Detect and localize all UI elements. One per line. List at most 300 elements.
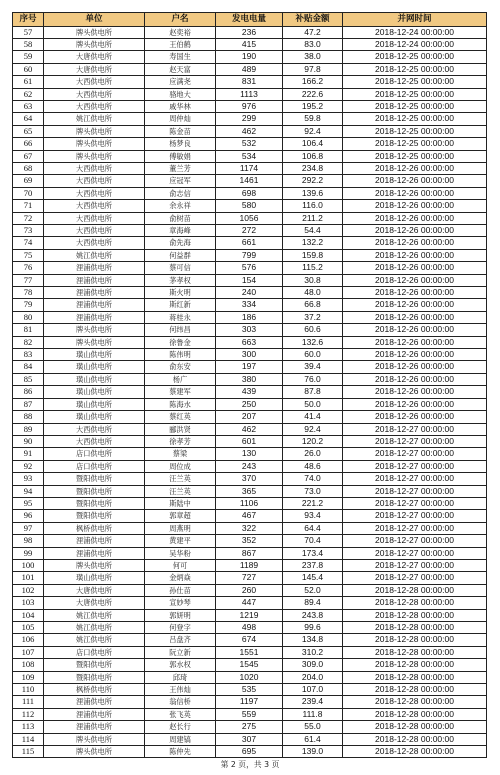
cell-grid-time: 2018-12-26 00:00:00 <box>343 299 487 311</box>
table-row <box>13 150 487 162</box>
cell-generation: 380 <box>216 373 283 385</box>
cell-unit: 暨阳供电所 <box>44 510 145 522</box>
cell-grid-time: 2018-12-28 00:00:00 <box>343 746 487 758</box>
header-grid-time: 并网时间 <box>343 13 487 27</box>
cell-seq: 60 <box>13 63 44 75</box>
cell-grid-time: 2018-12-25 00:00:00 <box>343 113 487 125</box>
cell-grid-time: 2018-12-28 00:00:00 <box>343 684 487 696</box>
cell-subsidy: 99.6 <box>283 622 343 634</box>
cell-grid-time: 2018-12-26 00:00:00 <box>343 274 487 286</box>
cell-subsidy: 139.6 <box>283 187 343 199</box>
cell-account-name: 何纬昌 <box>145 324 216 336</box>
table-row <box>13 510 487 522</box>
cell-subsidy: 309.0 <box>283 659 343 671</box>
cell-account-name: 郭章超 <box>145 510 216 522</box>
cell-subsidy: 76.0 <box>283 373 343 385</box>
cell-subsidy: 39.4 <box>283 361 343 373</box>
cell-seq: 65 <box>13 125 44 137</box>
cell-seq: 66 <box>13 138 44 150</box>
cell-unit: 姚江供电所 <box>44 113 145 125</box>
cell-unit: 璜山供电所 <box>44 398 145 410</box>
table-row <box>13 373 487 385</box>
cell-grid-time: 2018-12-28 00:00:00 <box>343 659 487 671</box>
cell-generation: 447 <box>216 597 283 609</box>
cell-grid-time: 2018-12-27 00:00:00 <box>343 473 487 485</box>
cell-generation: 831 <box>216 76 283 88</box>
cell-grid-time: 2018-12-28 00:00:00 <box>343 708 487 720</box>
cell-subsidy: 30.8 <box>283 274 343 286</box>
cell-unit: 牌头供电所 <box>44 559 145 571</box>
subsidy-table-sheet <box>12 12 486 758</box>
cell-generation: 976 <box>216 100 283 112</box>
cell-generation: 415 <box>216 38 283 50</box>
cell-subsidy: 59.8 <box>283 113 343 125</box>
cell-seq: 106 <box>13 634 44 646</box>
cell-generation: 867 <box>216 547 283 559</box>
cell-generation: 1551 <box>216 646 283 658</box>
table-row <box>13 572 487 584</box>
cell-seq: 97 <box>13 522 44 534</box>
cell-account-name: 寿国生 <box>145 51 216 63</box>
cell-grid-time: 2018-12-25 00:00:00 <box>343 100 487 112</box>
table-row <box>13 386 487 398</box>
cell-unit: 浬浦供电所 <box>44 299 145 311</box>
cell-grid-time: 2018-12-28 00:00:00 <box>343 584 487 596</box>
cell-account-name: 蔡建军 <box>145 386 216 398</box>
table-row <box>13 100 487 112</box>
cell-subsidy: 166.2 <box>283 76 343 88</box>
table-row <box>13 634 487 646</box>
cell-account-name: 赵奕裕 <box>145 26 216 38</box>
cell-unit: 暨阳供电所 <box>44 497 145 509</box>
cell-generation: 272 <box>216 225 283 237</box>
cell-grid-time: 2018-12-27 00:00:00 <box>343 572 487 584</box>
header-seq: 序号 <box>13 13 44 27</box>
cell-unit: 浬浦供电所 <box>44 547 145 559</box>
cell-unit: 牌头供电所 <box>44 336 145 348</box>
cell-grid-time: 2018-12-28 00:00:00 <box>343 671 487 683</box>
cell-account-name: 杨梦良 <box>145 138 216 150</box>
cell-seq: 102 <box>13 584 44 596</box>
table-row <box>13 609 487 621</box>
table-row <box>13 423 487 435</box>
table-row <box>13 646 487 658</box>
cell-generation: 275 <box>216 721 283 733</box>
cell-grid-time: 2018-12-25 00:00:00 <box>343 88 487 100</box>
table-row <box>13 63 487 75</box>
cell-seq: 101 <box>13 572 44 584</box>
table-row <box>13 51 487 63</box>
cell-generation: 236 <box>216 26 283 38</box>
cell-grid-time: 2018-12-26 00:00:00 <box>343 287 487 299</box>
cell-subsidy: 61.4 <box>283 733 343 745</box>
cell-seq: 94 <box>13 485 44 497</box>
cell-subsidy: 239.4 <box>283 696 343 708</box>
cell-subsidy: 73.0 <box>283 485 343 497</box>
cell-generation: 1056 <box>216 212 283 224</box>
cell-unit: 牌头供电所 <box>44 138 145 150</box>
cell-subsidy: 120.2 <box>283 435 343 447</box>
cell-seq: 62 <box>13 88 44 100</box>
cell-grid-time: 2018-12-26 00:00:00 <box>343 349 487 361</box>
cell-generation: 250 <box>216 398 283 410</box>
table-body <box>13 26 487 758</box>
cell-account-name: 翁信桥 <box>145 696 216 708</box>
table-row <box>13 76 487 88</box>
cell-generation: 1020 <box>216 671 283 683</box>
cell-grid-time: 2018-12-26 00:00:00 <box>343 187 487 199</box>
cell-generation: 190 <box>216 51 283 63</box>
table-row <box>13 497 487 509</box>
cell-account-name: 应满尧 <box>145 76 216 88</box>
table-row <box>13 287 487 299</box>
cell-account-name: 阮立新 <box>145 646 216 658</box>
cell-account-name: 茅孝权 <box>145 274 216 286</box>
cell-account-name: 吕盘齐 <box>145 634 216 646</box>
cell-unit: 大西供电所 <box>44 162 145 174</box>
cell-seq: 73 <box>13 225 44 237</box>
cell-account-name: 赵长行 <box>145 721 216 733</box>
cell-grid-time: 2018-12-26 00:00:00 <box>343 249 487 261</box>
cell-unit: 暨阳供电所 <box>44 671 145 683</box>
cell-subsidy: 48.0 <box>283 287 343 299</box>
cell-grid-time: 2018-12-24 00:00:00 <box>343 26 487 38</box>
cell-seq: 81 <box>13 324 44 336</box>
cell-account-name: 周燕明 <box>145 522 216 534</box>
cell-unit: 牌头供电所 <box>44 746 145 758</box>
cell-generation: 661 <box>216 237 283 249</box>
cell-account-name: 郦洪贤 <box>145 423 216 435</box>
cell-account-name: 徐孝芳 <box>145 435 216 447</box>
cell-account-name: 周仲灿 <box>145 113 216 125</box>
cell-grid-time: 2018-12-27 00:00:00 <box>343 522 487 534</box>
cell-account-name: 斯火明 <box>145 287 216 299</box>
cell-grid-time: 2018-12-26 00:00:00 <box>343 237 487 249</box>
subsidy-table <box>12 12 487 758</box>
cell-account-name: 董兰芳 <box>145 162 216 174</box>
cell-grid-time: 2018-12-25 00:00:00 <box>343 138 487 150</box>
cell-account-name: 邱琦 <box>145 671 216 683</box>
cell-account-name: 俞志信 <box>145 187 216 199</box>
cell-unit: 浬浦供电所 <box>44 287 145 299</box>
cell-subsidy: 83.0 <box>283 38 343 50</box>
cell-unit: 大西供电所 <box>44 100 145 112</box>
cell-seq: 82 <box>13 336 44 348</box>
cell-generation: 1461 <box>216 175 283 187</box>
cell-generation: 799 <box>216 249 283 261</box>
cell-seq: 103 <box>13 597 44 609</box>
cell-unit: 大西供电所 <box>44 175 145 187</box>
cell-account-name: 骆地大 <box>145 88 216 100</box>
cell-generation: 498 <box>216 622 283 634</box>
cell-seq: 113 <box>13 721 44 733</box>
table-row <box>13 262 487 274</box>
cell-generation: 370 <box>216 473 283 485</box>
cell-account-name: 应冠军 <box>145 175 216 187</box>
cell-account-name: 王伯鹤 <box>145 38 216 50</box>
header-generation: 发电电量 <box>216 13 283 27</box>
cell-grid-time: 2018-12-28 00:00:00 <box>343 646 487 658</box>
cell-account-name: 杨广 <box>145 373 216 385</box>
cell-subsidy: 204.0 <box>283 671 343 683</box>
table-row <box>13 485 487 497</box>
cell-subsidy: 115.2 <box>283 262 343 274</box>
cell-subsidy: 26.0 <box>283 448 343 460</box>
table-row <box>13 138 487 150</box>
table-row <box>13 460 487 472</box>
cell-seq: 64 <box>13 113 44 125</box>
cell-unit: 店口供电所 <box>44 646 145 658</box>
cell-unit: 大西供电所 <box>44 200 145 212</box>
cell-account-name: 张飞英 <box>145 708 216 720</box>
cell-seq: 78 <box>13 287 44 299</box>
cell-seq: 83 <box>13 349 44 361</box>
cell-account-name: 陈金苗 <box>145 125 216 137</box>
table-row <box>13 721 487 733</box>
cell-generation: 243 <box>216 460 283 472</box>
cell-grid-time: 2018-12-27 00:00:00 <box>343 559 487 571</box>
cell-grid-time: 2018-12-27 00:00:00 <box>343 497 487 509</box>
cell-grid-time: 2018-12-26 00:00:00 <box>343 311 487 323</box>
cell-unit: 浬浦供电所 <box>44 708 145 720</box>
cell-grid-time: 2018-12-25 00:00:00 <box>343 63 487 75</box>
cell-subsidy: 89.4 <box>283 597 343 609</box>
cell-unit: 大西供电所 <box>44 187 145 199</box>
cell-seq: 85 <box>13 373 44 385</box>
cell-generation: 535 <box>216 684 283 696</box>
cell-seq: 98 <box>13 535 44 547</box>
cell-account-name: 傅敏娟 <box>145 150 216 162</box>
cell-unit: 璜山供电所 <box>44 361 145 373</box>
cell-account-name: 章海峰 <box>145 225 216 237</box>
header-unit: 单位 <box>44 13 145 27</box>
cell-grid-time: 2018-12-25 00:00:00 <box>343 125 487 137</box>
cell-grid-time: 2018-12-27 00:00:00 <box>343 510 487 522</box>
cell-generation: 300 <box>216 349 283 361</box>
cell-unit: 浬浦供电所 <box>44 274 145 286</box>
table-row <box>13 324 487 336</box>
cell-subsidy: 132.2 <box>283 237 343 249</box>
cell-unit: 璜山供电所 <box>44 373 145 385</box>
cell-unit: 大西供电所 <box>44 435 145 447</box>
cell-grid-time: 2018-12-28 00:00:00 <box>343 733 487 745</box>
cell-subsidy: 106.8 <box>283 150 343 162</box>
cell-generation: 186 <box>216 311 283 323</box>
cell-seq: 104 <box>13 609 44 621</box>
cell-subsidy: 54.4 <box>283 225 343 237</box>
cell-seq: 75 <box>13 249 44 261</box>
cell-generation: 1106 <box>216 497 283 509</box>
cell-grid-time: 2018-12-26 00:00:00 <box>343 398 487 410</box>
cell-unit: 店口供电所 <box>44 448 145 460</box>
cell-account-name: 吴华粉 <box>145 547 216 559</box>
cell-seq: 70 <box>13 187 44 199</box>
cell-seq: 68 <box>13 162 44 174</box>
cell-grid-time: 2018-12-27 00:00:00 <box>343 460 487 472</box>
cell-generation: 207 <box>216 411 283 423</box>
cell-generation: 674 <box>216 634 283 646</box>
table-row <box>13 361 487 373</box>
cell-generation: 462 <box>216 423 283 435</box>
cell-seq: 91 <box>13 448 44 460</box>
cell-grid-time: 2018-12-25 00:00:00 <box>343 76 487 88</box>
cell-seq: 110 <box>13 684 44 696</box>
cell-unit: 姚江供电所 <box>44 609 145 621</box>
cell-account-name: 陈伟明 <box>145 349 216 361</box>
cell-account-name: 郭妍明 <box>145 609 216 621</box>
cell-generation: 1189 <box>216 559 283 571</box>
cell-subsidy: 222.6 <box>283 88 343 100</box>
cell-generation: 467 <box>216 510 283 522</box>
cell-seq: 108 <box>13 659 44 671</box>
table-row <box>13 746 487 758</box>
table-row <box>13 113 487 125</box>
cell-account-name: 蒋桂永 <box>145 311 216 323</box>
cell-account-name: 宣妙琴 <box>145 597 216 609</box>
cell-subsidy: 292.2 <box>283 175 343 187</box>
cell-seq: 92 <box>13 460 44 472</box>
cell-seq: 58 <box>13 38 44 50</box>
cell-seq: 87 <box>13 398 44 410</box>
table-row <box>13 311 487 323</box>
cell-grid-time: 2018-12-25 00:00:00 <box>343 51 487 63</box>
cell-unit: 牌头供电所 <box>44 324 145 336</box>
header-account-name: 户名 <box>145 13 216 27</box>
cell-unit: 浬浦供电所 <box>44 262 145 274</box>
cell-seq: 107 <box>13 646 44 658</box>
table-row <box>13 26 487 38</box>
cell-grid-time: 2018-12-26 00:00:00 <box>343 373 487 385</box>
cell-grid-time: 2018-12-27 00:00:00 <box>343 535 487 547</box>
cell-generation: 365 <box>216 485 283 497</box>
cell-subsidy: 97.8 <box>283 63 343 75</box>
cell-generation: 580 <box>216 200 283 212</box>
cell-subsidy: 221.2 <box>283 497 343 509</box>
cell-unit: 暨阳供电所 <box>44 473 145 485</box>
table-row <box>13 659 487 671</box>
cell-generation: 322 <box>216 522 283 534</box>
table-row <box>13 473 487 485</box>
cell-generation: 559 <box>216 708 283 720</box>
cell-seq: 86 <box>13 386 44 398</box>
cell-unit: 姚江供电所 <box>44 249 145 261</box>
cell-account-name: 周建镐 <box>145 733 216 745</box>
table-row <box>13 249 487 261</box>
cell-account-name: 戚华林 <box>145 100 216 112</box>
cell-account-name: 周位成 <box>145 460 216 472</box>
table-row <box>13 696 487 708</box>
cell-seq: 69 <box>13 175 44 187</box>
cell-grid-time: 2018-12-26 00:00:00 <box>343 411 487 423</box>
cell-subsidy: 139.0 <box>283 746 343 758</box>
cell-unit: 牌头供电所 <box>44 150 145 162</box>
cell-seq: 80 <box>13 311 44 323</box>
table-row <box>13 522 487 534</box>
cell-subsidy: 116.0 <box>283 200 343 212</box>
cell-grid-time: 2018-12-27 00:00:00 <box>343 485 487 497</box>
cell-generation: 698 <box>216 187 283 199</box>
cell-account-name: 陈仲先 <box>145 746 216 758</box>
cell-subsidy: 234.8 <box>283 162 343 174</box>
table-row <box>13 733 487 745</box>
cell-unit: 璜山供电所 <box>44 572 145 584</box>
cell-generation: 1174 <box>216 162 283 174</box>
cell-generation: 532 <box>216 138 283 150</box>
table-row <box>13 435 487 447</box>
cell-seq: 89 <box>13 423 44 435</box>
table-row <box>13 349 487 361</box>
cell-seq: 88 <box>13 411 44 423</box>
cell-seq: 84 <box>13 361 44 373</box>
cell-generation: 1545 <box>216 659 283 671</box>
cell-unit: 大西供电所 <box>44 237 145 249</box>
cell-grid-time: 2018-12-26 00:00:00 <box>343 386 487 398</box>
table-row <box>13 622 487 634</box>
cell-account-name: 余永祥 <box>145 200 216 212</box>
cell-generation: 240 <box>216 287 283 299</box>
cell-grid-time: 2018-12-26 00:00:00 <box>343 262 487 274</box>
cell-generation: 489 <box>216 63 283 75</box>
cell-unit: 浬浦供电所 <box>44 721 145 733</box>
cell-generation: 130 <box>216 448 283 460</box>
table-row <box>13 88 487 100</box>
cell-subsidy: 92.4 <box>283 125 343 137</box>
cell-grid-time: 2018-12-28 00:00:00 <box>343 696 487 708</box>
cell-account-name: 斯红新 <box>145 299 216 311</box>
cell-grid-time: 2018-12-28 00:00:00 <box>343 597 487 609</box>
table-row <box>13 535 487 547</box>
cell-seq: 76 <box>13 262 44 274</box>
cell-generation: 727 <box>216 572 283 584</box>
table-row <box>13 200 487 212</box>
cell-generation: 601 <box>216 435 283 447</box>
cell-subsidy: 132.6 <box>283 336 343 348</box>
table-row <box>13 448 487 460</box>
cell-subsidy: 107.0 <box>283 684 343 696</box>
cell-generation: 663 <box>216 336 283 348</box>
cell-grid-time: 2018-12-26 00:00:00 <box>343 225 487 237</box>
cell-unit: 枫桥供电所 <box>44 684 145 696</box>
table-row <box>13 559 487 571</box>
cell-subsidy: 66.8 <box>283 299 343 311</box>
cell-account-name: 陈海水 <box>145 398 216 410</box>
cell-subsidy: 173.4 <box>283 547 343 559</box>
header-subsidy: 补贴金额 <box>283 13 343 27</box>
cell-account-name: 何可 <box>145 559 216 571</box>
cell-unit: 枫桥供电所 <box>44 522 145 534</box>
cell-grid-time: 2018-12-27 00:00:00 <box>343 423 487 435</box>
cell-seq: 61 <box>13 76 44 88</box>
cell-account-name: 徐鲁金 <box>145 336 216 348</box>
cell-seq: 111 <box>13 696 44 708</box>
cell-account-name: 郭水权 <box>145 659 216 671</box>
cell-unit: 大唐供电所 <box>44 584 145 596</box>
cell-generation: 439 <box>216 386 283 398</box>
cell-subsidy: 243.8 <box>283 609 343 621</box>
cell-grid-time: 2018-12-26 00:00:00 <box>343 336 487 348</box>
cell-unit: 大西供电所 <box>44 88 145 100</box>
cell-account-name: 王伟灿 <box>145 684 216 696</box>
cell-subsidy: 60.6 <box>283 324 343 336</box>
table-row <box>13 299 487 311</box>
cell-grid-time: 2018-12-24 00:00:00 <box>343 38 487 50</box>
cell-seq: 115 <box>13 746 44 758</box>
cell-account-name: 俞先海 <box>145 237 216 249</box>
cell-seq: 63 <box>13 100 44 112</box>
cell-unit: 璜山供电所 <box>44 349 145 361</box>
table-row <box>13 38 487 50</box>
cell-subsidy: 310.2 <box>283 646 343 658</box>
